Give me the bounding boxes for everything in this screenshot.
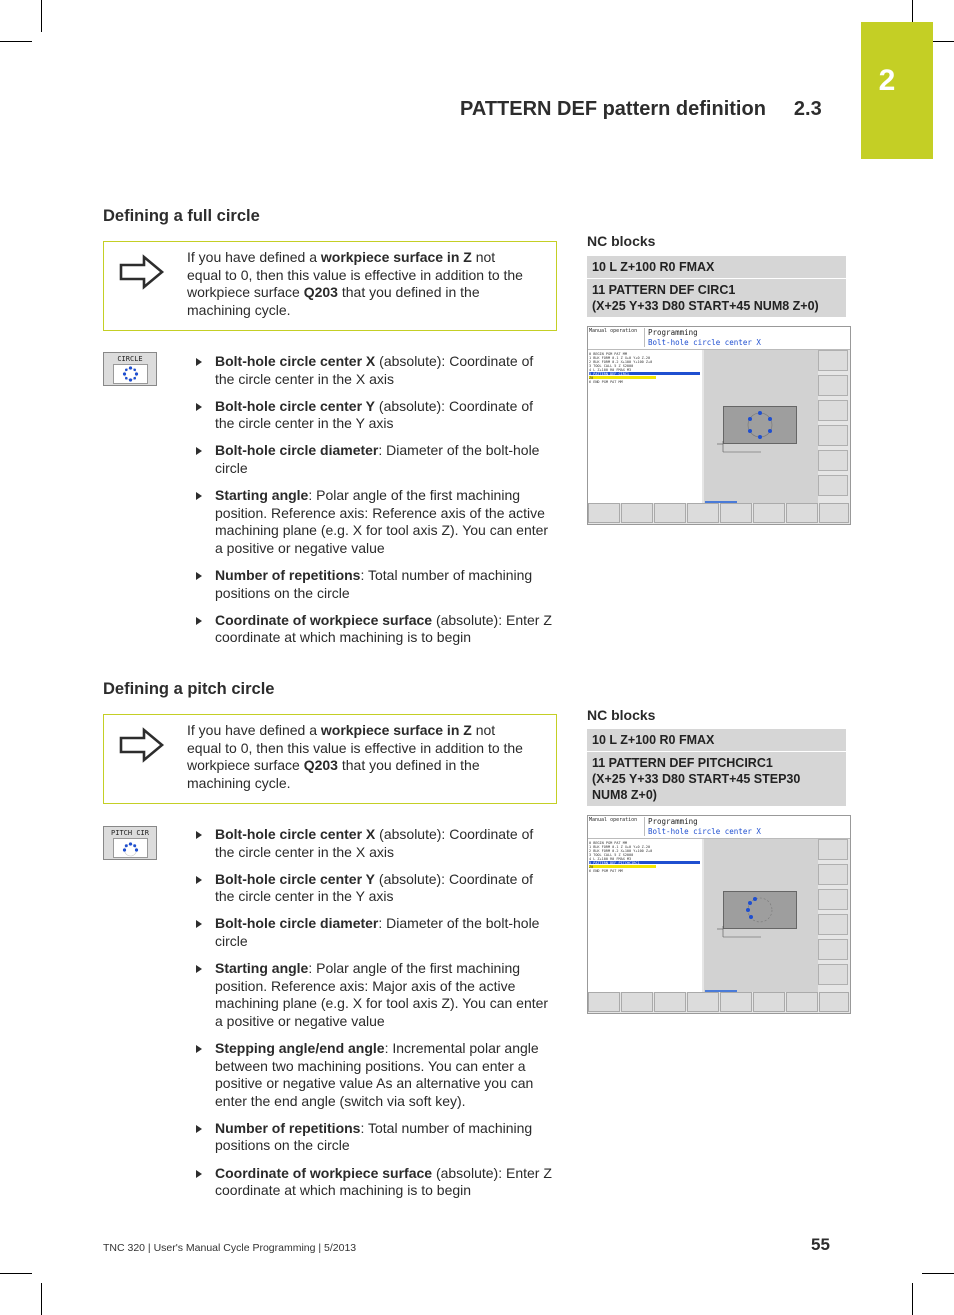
page-footer: TNC 320 | User's Manual Cycle Programming | 5/2013 — [103, 1242, 357, 1254]
parameter-name: Coordinate of workpiece surface — [215, 1164, 433, 1181]
crop-mark — [41, 1283, 42, 1315]
note-text-bold: workpiece surface in Z — [320, 249, 472, 265]
horizontal-softkey — [588, 992, 620, 1012]
parameter-name: Bolt-hole circle center Y — [215, 397, 376, 414]
nc-blocks-title: NC blocks — [587, 707, 656, 723]
nc-block-row — [587, 752, 846, 806]
header-title: PATTERN DEF pattern definition — [460, 98, 766, 120]
crop-mark — [0, 1273, 32, 1274]
pitch-circle-graphic — [114, 839, 147, 857]
vertical-softkeys — [818, 350, 849, 503]
vertical-softkey — [818, 350, 848, 371]
crop-mark — [912, 0, 913, 22]
horizontal-softkey — [786, 992, 818, 1012]
horizontal-softkey — [753, 503, 785, 523]
screen-title: Programming — [648, 817, 698, 826]
program-line: 4 L Z+100 R0 FMAX M3 — [589, 857, 632, 860]
horizontal-softkey — [687, 992, 719, 1012]
list-item — [193, 1120, 555, 1155]
softkey-label: CIRCLE — [117, 355, 143, 363]
note-text-bold: Q203 — [303, 757, 338, 774]
horizontal-softkey — [654, 503, 686, 523]
vertical-softkey — [818, 425, 848, 446]
vertical-softkey — [818, 400, 848, 421]
bolt-circle-graphic — [114, 365, 147, 383]
tnc-screenshot — [587, 326, 851, 525]
bolt-circle-icon — [113, 364, 148, 384]
parameter-description: : Polar angle of the first machining position. Reference axis: Reference axis of the active machining plane (e.g. X for tool axis Z). You can enter a positive or negative value — [215, 487, 549, 556]
note-text-part: If you have defined a — [187, 722, 321, 738]
list-item — [193, 567, 555, 602]
parameter-name: Stepping angle/end angle — [215, 1039, 385, 1056]
parameter-description: : Diameter of the bolt-hole circle — [215, 442, 540, 476]
section-heading: Defining a pitch circle — [103, 680, 275, 698]
horizontal-softkey — [819, 503, 849, 523]
dimension-lines — [717, 440, 767, 460]
screen-mode: Manual operation — [589, 817, 645, 836]
note-text-part: that you defined in the machining cycle. — [187, 284, 480, 318]
page-number: 55 — [811, 1235, 830, 1254]
parameter-description: : Total number of machining positions on the circle — [215, 566, 533, 601]
program-line: 2 BLK FORM 0.2 X+100 Y+100 Z+0 — [589, 849, 653, 852]
program-line: 3 TOOL CALL 5 Z S2000 — [589, 364, 634, 367]
list-item — [193, 398, 555, 433]
bolt-circle-graphic — [724, 407, 796, 443]
parameter-list — [193, 353, 555, 656]
parameter-description: (absolute): Enter Z coordinate at which machining is to begin — [215, 611, 552, 646]
parameter-description: : Polar angle of the first machining position. Reference axis: Major axis of the active machining plane (e.g. X for tool axis Z). You can enter a positive or negative value — [215, 960, 549, 1029]
horizontal-softkey — [720, 503, 752, 523]
arrow-right-icon — [118, 254, 166, 290]
screen-subtitle: Bolt-hole circle center X — [648, 338, 761, 347]
note-text-part: If you have defined a — [187, 249, 321, 265]
vertical-softkey — [818, 375, 848, 396]
screen-title: Programming — [648, 328, 698, 337]
horizontal-softkey — [621, 992, 653, 1012]
header-section-number: 2.3 — [793, 98, 822, 120]
parameter-name: Coordinate of workpiece surface — [215, 611, 433, 628]
nc-block-row — [587, 729, 846, 751]
parameter-name: Number of repetitions — [215, 566, 361, 583]
pitch-circle-graphic — [724, 892, 796, 928]
parameter-description: : Incremental polar angle between two machining positions. You can enter a positive or negative value As an alternative you can enter the end angle (switch via soft key). — [215, 1039, 539, 1109]
horizontal-softkey — [621, 503, 653, 523]
note-text — [187, 249, 532, 319]
softkey-circle — [103, 352, 157, 386]
vertical-softkey — [818, 839, 848, 860]
vertical-softkey — [818, 939, 848, 960]
vertical-softkeys — [818, 839, 849, 992]
nc-block-line: (X+25 Y+33 D80 START+45 NUM8 Z+0) — [592, 299, 819, 313]
program-listing — [588, 350, 702, 503]
program-line: 6 END PGM PAT MM — [589, 869, 623, 872]
program-line-highlighted: 5 PATTERN DEF PITCHCIRC1 — [589, 861, 700, 864]
note-box — [103, 714, 557, 804]
vertical-softkey — [818, 964, 848, 985]
vertical-softkey — [818, 889, 848, 910]
program-line: 0 BEGIN PGM PAT MM — [589, 841, 627, 844]
note-text-part: not equal to 0, then this value is effective in addition to the workpiece surface — [187, 722, 523, 774]
horizontal-softkey — [654, 992, 686, 1012]
parameter-description: : Diameter of the bolt-hole circle — [215, 915, 540, 949]
nc-block-line: 11 PATTERN DEF CIRC1 — [592, 283, 736, 297]
horizontal-softkey — [720, 992, 752, 1012]
parameter-name: Bolt-hole circle diameter — [215, 442, 379, 459]
pitch-circle-icon — [113, 838, 148, 858]
nc-block-line: 11 PATTERN DEF PITCHCIRC1 — [592, 756, 773, 770]
softkey-label: PITCH CIR — [111, 829, 149, 837]
chapter-tab — [861, 22, 933, 159]
horizontal-softkey — [753, 992, 785, 1012]
parameter-name: Starting angle — [215, 487, 309, 504]
parameter-name: Bolt-hole circle center X — [215, 826, 376, 842]
list-item — [193, 1040, 555, 1110]
program-line: 2 BLK FORM 0.2 X+100 Y+100 Z+0 — [589, 360, 653, 363]
screen-header — [588, 816, 850, 839]
parameter-description: (absolute): Coordinate of the circle center in the Y axis — [215, 870, 533, 905]
program-listing — [588, 839, 702, 992]
workpiece-graphic — [723, 891, 797, 929]
note-text-part: not equal to 0, then this value is effective in addition to the workpiece surface — [187, 249, 523, 301]
dimension-lines — [717, 925, 767, 945]
crop-mark — [912, 1283, 913, 1315]
nc-block-line: 10 L Z+100 R0 FMAX — [592, 733, 715, 747]
note-text-bold: workpiece surface in Z — [320, 722, 472, 738]
tnc-screenshot — [587, 815, 851, 1014]
nc-block-line: 10 L Z+100 R0 FMAX — [592, 260, 715, 274]
running-header — [460, 98, 822, 121]
program-line: 6 END PGM PAT MM — [589, 380, 623, 383]
horizontal-softkey — [819, 992, 849, 1012]
list-item — [193, 915, 555, 950]
parameter-name: Bolt-hole circle center Y — [215, 870, 376, 887]
parameter-name: Bolt-hole circle diameter — [215, 915, 379, 932]
screen-subtitle: Bolt-hole circle center X — [648, 827, 761, 836]
nc-blocks-title: NC blocks — [587, 233, 656, 249]
note-divider — [186, 330, 557, 331]
workpiece-graphic — [723, 406, 797, 444]
horizontal-softkey — [687, 503, 719, 523]
vertical-softkey — [818, 914, 848, 935]
list-item — [193, 353, 555, 388]
note-box — [103, 241, 557, 331]
graphic-window — [704, 350, 818, 503]
parameter-name: Number of repetitions — [215, 1119, 361, 1136]
graphic-window — [704, 839, 818, 992]
horizontal-softkeys — [588, 992, 850, 1013]
program-line: 0 BEGIN PGM PAT MM — [589, 352, 627, 355]
crop-mark — [933, 41, 954, 42]
program-line: 1 BLK FORM 0.1 Z X+0 Y+0 Z-20 — [589, 356, 651, 359]
section-heading: Defining a full circle — [103, 207, 260, 225]
nc-block-line: NUM8 Z+0) — [592, 788, 657, 802]
note-text-part: that you defined in the machining cycle. — [187, 757, 480, 791]
program-line: 3 TOOL CALL 5 Z S2000 — [589, 853, 634, 856]
parameter-description: (absolute): Coordinate of the circle center in the Y axis — [215, 397, 533, 432]
list-item — [193, 612, 555, 647]
program-line-input: Z0 — [589, 376, 656, 379]
crop-mark — [922, 1273, 954, 1274]
note-text — [187, 722, 532, 792]
list-item — [193, 487, 555, 557]
parameter-description: (absolute): Coordinate of the circle center in the X axis — [215, 353, 534, 387]
softkey-pitch-circle — [103, 826, 157, 860]
parameter-description: (absolute): Coordinate of the circle center in the X axis — [215, 826, 534, 860]
parameter-description: : Total number of machining positions on the circle — [215, 1119, 533, 1154]
program-line: 4 L Z+100 R0 FMAX M3 — [589, 368, 632, 371]
parameter-name: Bolt-hole circle center X — [215, 353, 376, 369]
list-item — [193, 1165, 555, 1200]
vertical-softkey — [818, 450, 848, 471]
note-divider — [186, 803, 557, 804]
arrow-right-icon — [118, 727, 166, 763]
vertical-softkey — [818, 864, 848, 885]
note-text-bold: Q203 — [303, 284, 338, 301]
program-line-highlighted: 5 PATTERN DEF CIRC1 — [589, 372, 700, 375]
screen-mode: Manual operation — [589, 328, 645, 347]
list-item — [193, 960, 555, 1030]
horizontal-softkey — [588, 503, 620, 523]
horizontal-softkey — [786, 503, 818, 523]
crop-mark — [41, 0, 42, 32]
parameter-name: Starting angle — [215, 960, 309, 977]
crop-mark — [0, 41, 32, 42]
nc-block-row — [587, 279, 846, 317]
list-item — [193, 826, 555, 861]
nc-block-line: (X+25 Y+33 D80 START+45 STEP30 — [592, 772, 801, 786]
program-line: 1 BLK FORM 0.1 Z X+0 Y+0 Z-20 — [589, 845, 651, 848]
horizontal-softkeys — [588, 503, 850, 524]
nc-block-row — [587, 256, 846, 278]
vertical-softkey — [818, 475, 848, 496]
parameter-description: (absolute): Enter Z coordinate at which machining is to begin — [215, 1164, 552, 1199]
list-item — [193, 871, 555, 906]
chapter-number: 2 — [878, 64, 896, 97]
parameter-list — [193, 826, 555, 1209]
list-item — [193, 442, 555, 477]
program-line-input: Z0 — [589, 865, 656, 868]
screen-header — [588, 327, 850, 350]
